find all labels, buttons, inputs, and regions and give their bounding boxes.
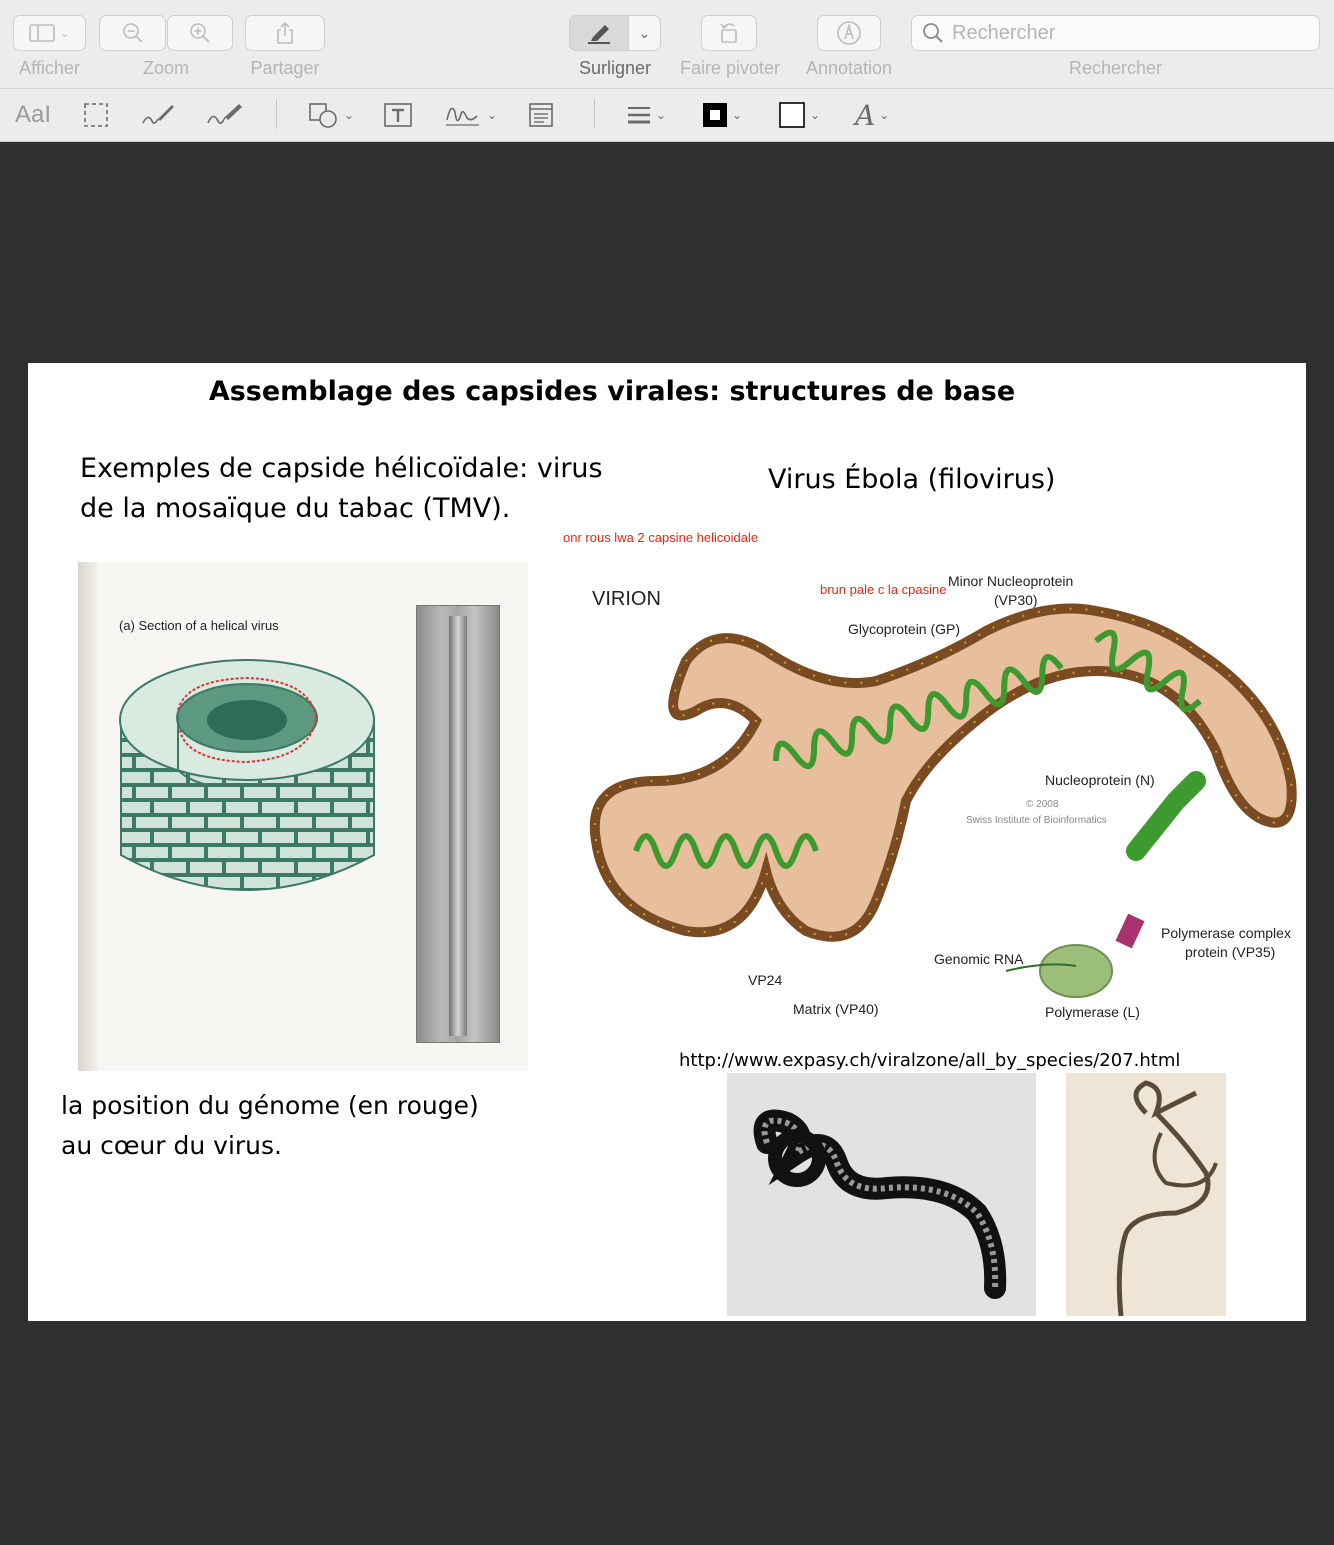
line-style-icon [626, 103, 652, 127]
ebola-filament-drawing [727, 1073, 1036, 1316]
border-color-icon [702, 102, 728, 128]
chevron-down-icon: ⌄ [810, 108, 821, 122]
tmv-heading-line1: Exemples de capside hélicoïdale: virus [80, 453, 603, 484]
share-button[interactable] [245, 15, 325, 51]
chevron-down-icon: ⌄ [59, 26, 70, 40]
sidebar-view-button[interactable] [13, 15, 86, 51]
sketch-icon [140, 101, 176, 129]
genome-note-line1: la position du génome (en rouge) [61, 1091, 479, 1120]
text-style-icon[interactable]: AaI [15, 101, 52, 128]
chevron-down-icon: ⌄ [732, 108, 743, 122]
search-field[interactable] [911, 15, 1320, 51]
signature-icon [443, 100, 483, 130]
markup-toolbar-row [0, 89, 1334, 141]
tmv-heading-line2: de la mosaïque du tabac (TMV). [80, 493, 511, 524]
share-icon [274, 21, 296, 45]
markup-pen-icon [836, 20, 862, 46]
fill-color-button[interactable] [778, 99, 820, 131]
afficher-label: Afficher [19, 58, 80, 78]
toolbar-main-row [0, 0, 1334, 89]
partager-label: Partager [250, 58, 320, 78]
signature-button[interactable] [443, 99, 497, 131]
ebola-heading: Virus Ébola (filovirus) [768, 464, 1056, 495]
matrix-label: Matrix (VP40) [793, 1001, 879, 1017]
chevron-down-icon: ⌄ [344, 108, 355, 122]
zoom-out-button[interactable] [99, 15, 166, 51]
font-icon: A [855, 98, 876, 132]
ebola-filament-drawing [1066, 1073, 1226, 1316]
copyright-label: © 2008 [1026, 799, 1059, 810]
tmv-helical-figure [78, 562, 528, 1071]
preview-toolbar [0, 0, 1334, 142]
annotation-note[interactable]: onr rous lwa 2 capsine helicoidale [563, 530, 759, 545]
annotation-label: Annotation [805, 58, 893, 78]
vp24-label: VP24 [748, 972, 783, 988]
surligner-label: Surligner [578, 58, 652, 78]
shapes-button[interactable] [308, 99, 354, 131]
line-style-button[interactable] [626, 99, 666, 131]
shapes-icon [308, 101, 340, 129]
highlight-button[interactable] [569, 15, 629, 51]
zoom-in-icon [188, 21, 212, 45]
ebola-micrograph-color [1066, 1073, 1226, 1316]
virion-label: VIRION [592, 588, 661, 610]
faire-pivoter-label: Faire pivoter [679, 58, 781, 78]
minor-nucleoprotein-label: Minor Nucleoprotein [948, 573, 1074, 589]
text-box-icon [383, 101, 413, 129]
toolbar-separator [594, 99, 595, 129]
sketch-button[interactable] [140, 99, 176, 131]
search-placeholder: Rechercher [952, 21, 1056, 44]
sidebar-icon [29, 24, 55, 42]
slide-title: Assemblage des capsides virales: structures de base [208, 376, 1016, 407]
genomic-rna-label: Genomic RNA [934, 951, 1024, 967]
annotation-button[interactable] [817, 15, 881, 51]
polymerase-complex-label: Polymerase complex [1161, 925, 1291, 941]
ebola-micrograph-bw [727, 1073, 1036, 1316]
zoom-out-icon [121, 21, 145, 45]
chevron-down-icon: ⌄ [656, 108, 667, 122]
source-url[interactable]: http://www.expasy.ch/viralzone/all_by_species/207.html [679, 1050, 1181, 1071]
pdf-page [28, 363, 1306, 1321]
chevron-down-icon: ⌄ [879, 108, 890, 122]
ebola-virion-figure [576, 571, 1306, 1031]
glycoprotein-label: Glycoprotein (GP) [848, 621, 961, 637]
draw-button[interactable] [205, 99, 245, 131]
polymerase-l-label: Polymerase (L) [1045, 1004, 1140, 1020]
highlighter-icon [585, 21, 613, 45]
toolbar-separator [276, 99, 277, 129]
rotate-button[interactable] [701, 15, 757, 51]
draw-icon [205, 101, 245, 129]
rotate-icon [716, 21, 742, 45]
vp30-label: (VP30) [994, 592, 1038, 608]
search-icon [922, 22, 944, 44]
zoom-label: Zoom [142, 58, 189, 78]
chevron-down-icon: ⌄ [638, 24, 651, 41]
sib-label: Swiss Institute of Bioinformatics [966, 815, 1107, 826]
helical-capsid-drawing [116, 650, 386, 910]
zoom-in-button[interactable] [167, 15, 233, 51]
fill-color-icon [778, 101, 806, 129]
tmv-caption: (a) Section of a helical virus [119, 618, 279, 633]
rectangular-selection-button[interactable] [83, 99, 109, 131]
tmv-micrograph [416, 605, 500, 1043]
note-icon [527, 101, 555, 129]
text-box-button[interactable] [383, 99, 413, 131]
selection-icon [83, 102, 109, 128]
annotation-note[interactable]: brun pale c la cpasine [820, 582, 947, 597]
page-note-button[interactable] [527, 99, 555, 131]
border-color-button[interactable] [702, 99, 742, 131]
genome-note-line2: au cœur du virus. [61, 1131, 282, 1160]
nucleoprotein-label: Nucleoprotein (N) [1045, 772, 1155, 788]
text-format-button[interactable] [855, 99, 889, 131]
chevron-down-icon: ⌄ [487, 108, 498, 122]
rechercher-label: Rechercher [1068, 58, 1163, 78]
vp35-label: protein (VP35) [1185, 944, 1276, 960]
highlight-options-button[interactable] [628, 15, 661, 51]
